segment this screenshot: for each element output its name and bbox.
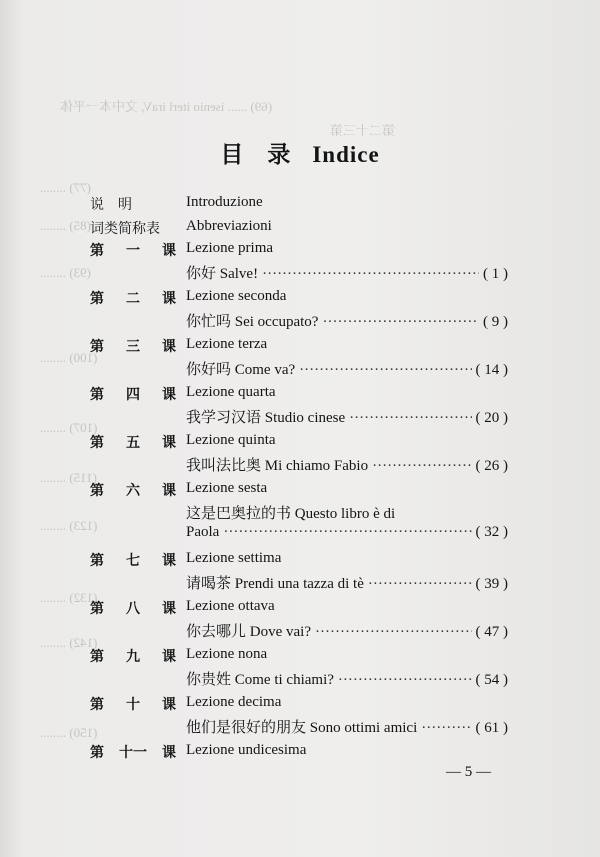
lesson-name: Lezione nona: [186, 646, 268, 662]
lesson-number: 第 十一 课: [90, 745, 176, 761]
lesson-subtitle: 你好吗 Come va?: [186, 362, 296, 378]
bleed-through-text: (150) ........: [40, 725, 98, 740]
lesson-number: 第 五 课: [90, 435, 176, 451]
bleed-through-text: (85) ........: [40, 218, 91, 233]
dot-leader: [322, 314, 479, 331]
toc-lesson-6[interactable]: [0, 480, 600, 502]
page-number: — 5 —: [446, 764, 491, 780]
lesson-number: 第 四 课: [90, 387, 176, 403]
bleed-through-text: (132) ........: [40, 590, 98, 605]
page-title: [0, 136, 600, 169]
dot-leader: [262, 266, 479, 283]
lesson-name: Lezione quinta: [186, 432, 276, 448]
toc-lesson-8[interactable]: [0, 598, 600, 620]
toc-lesson-4[interactable]: [0, 384, 600, 406]
lesson-subtitle: 你忙吗 Sei occupato?: [186, 314, 319, 330]
bleed-through-text: (100) ........: [40, 350, 98, 365]
bleed-through-text: (69) ...... isenio iterl iraV, 文中本一平体: [60, 99, 273, 114]
dot-leader: [315, 624, 472, 641]
page-ref: ( 39 ): [475, 576, 508, 592]
page-ref: ( 54 ): [475, 672, 508, 688]
lesson-number: 第 十 课: [90, 697, 176, 713]
page-ref: ( 20 ): [475, 410, 508, 426]
toc-lesson-11[interactable]: [0, 742, 600, 764]
lesson-number: 第 七 课: [90, 553, 176, 569]
lesson-subtitle-continued: Paola: [186, 524, 220, 540]
lesson-number: 第 九 课: [90, 649, 176, 665]
bleed-through-text: (77) ........: [40, 180, 91, 195]
dot-leader: [349, 410, 471, 427]
bleed-through-text: (93) ........: [40, 265, 91, 280]
dot-leader: [338, 672, 472, 689]
front-matter-chinese: 说 明: [90, 197, 132, 213]
lesson-name: Lezione quarta: [186, 384, 276, 400]
toc-lesson-2-subtitle[interactable]: [0, 310, 600, 332]
toc-lesson-1[interactable]: [0, 240, 600, 262]
toc-lesson-5-subtitle[interactable]: [0, 454, 600, 476]
lesson-subtitle: 你贵姓 Come ti chiami?: [186, 672, 334, 688]
title-italian: Indice: [312, 142, 380, 167]
toc-lesson-1-subtitle[interactable]: [0, 262, 600, 284]
lesson-subtitle: 请喝茶 Prendi una tazza di tè: [186, 576, 364, 592]
page-ref: ( 9 ): [483, 314, 508, 330]
lesson-subtitle: 你好 Salve!: [186, 266, 259, 282]
dot-leader: [368, 576, 472, 593]
lesson-number: 第 二 课: [90, 291, 176, 307]
dot-leader: [223, 524, 471, 541]
dot-leader: [372, 458, 471, 475]
toc-lesson-9-subtitle[interactable]: [0, 668, 600, 690]
lesson-subtitle: 你去哪儿 Dove vai?: [186, 624, 311, 640]
toc-lesson-2[interactable]: [0, 288, 600, 310]
page-ref: ( 14 ): [475, 362, 508, 378]
toc-lesson-10-subtitle[interactable]: [0, 716, 600, 738]
lesson-name: Lezione seconda: [186, 288, 287, 304]
dot-leader: [299, 362, 471, 379]
bleed-through-text: 第二十三第: [330, 123, 396, 138]
toc-lesson-8-subtitle[interactable]: [0, 620, 600, 642]
page-ref: ( 47 ): [475, 624, 508, 640]
front-matter-italian: Introduzione: [186, 194, 263, 210]
toc-lesson-9[interactable]: [0, 646, 600, 668]
bleed-through-text: (142) ........: [40, 635, 98, 650]
toc-lesson-3-subtitle[interactable]: [0, 358, 600, 380]
toc-lesson-7-subtitle[interactable]: [0, 572, 600, 594]
lesson-subtitle: 他们是很好的朋友 Sono ottimi amici: [186, 720, 418, 736]
lesson-subtitle: 我学习汉语 Studio cinese: [186, 410, 346, 426]
toc-entry-abbreviations[interactable]: [0, 218, 600, 240]
toc-lesson-10[interactable]: [0, 694, 600, 716]
lesson-number: 第 一 课: [90, 243, 176, 259]
bleed-through-text: (107) ........: [40, 420, 98, 435]
lesson-number: 第 三 课: [90, 339, 176, 355]
lesson-number: 第 六 课: [90, 483, 176, 499]
lesson-name: Lezione sesta: [186, 480, 268, 496]
dot-leader: [421, 720, 471, 737]
title-chinese: 目 录: [220, 142, 299, 168]
page-ref: ( 1 ): [483, 266, 508, 282]
toc-lesson-3[interactable]: [0, 336, 600, 358]
lesson-name: Lezione settima: [186, 550, 282, 566]
toc-entry-introduction[interactable]: [0, 194, 600, 216]
page-ref: ( 26 ): [475, 458, 508, 474]
lesson-subtitle: 我叫法比奥 Mi chiamo Fabio: [186, 458, 369, 474]
lesson-name: Lezione prima: [186, 240, 274, 256]
bleed-through-text: (123) ........: [40, 518, 98, 533]
lesson-name: Lezione decima: [186, 694, 282, 710]
lesson-subtitle: 这是巴奥拉的书 Questo libro è di: [186, 506, 396, 522]
front-matter-chinese: 词类简称表: [90, 221, 160, 237]
toc-lesson-6-subtitle[interactable]: [0, 502, 600, 524]
bleed-through-text: (115) ........: [40, 470, 97, 485]
page-ref: ( 32 ): [475, 524, 508, 540]
toc-lesson-5[interactable]: [0, 432, 600, 454]
lesson-number: 第 八 课: [90, 601, 176, 617]
toc-lesson-4-subtitle[interactable]: [0, 406, 600, 428]
toc-lesson-6-subtitle-cont[interactable]: [0, 524, 600, 546]
lesson-name: Lezione ottava: [186, 598, 275, 614]
lesson-name: Lezione terza: [186, 336, 268, 352]
toc-lesson-7[interactable]: [0, 550, 600, 572]
front-matter-italian: Abbreviazioni: [186, 218, 272, 234]
lesson-name: Lezione undicesima: [186, 742, 307, 758]
page-ref: ( 61 ): [475, 720, 508, 736]
